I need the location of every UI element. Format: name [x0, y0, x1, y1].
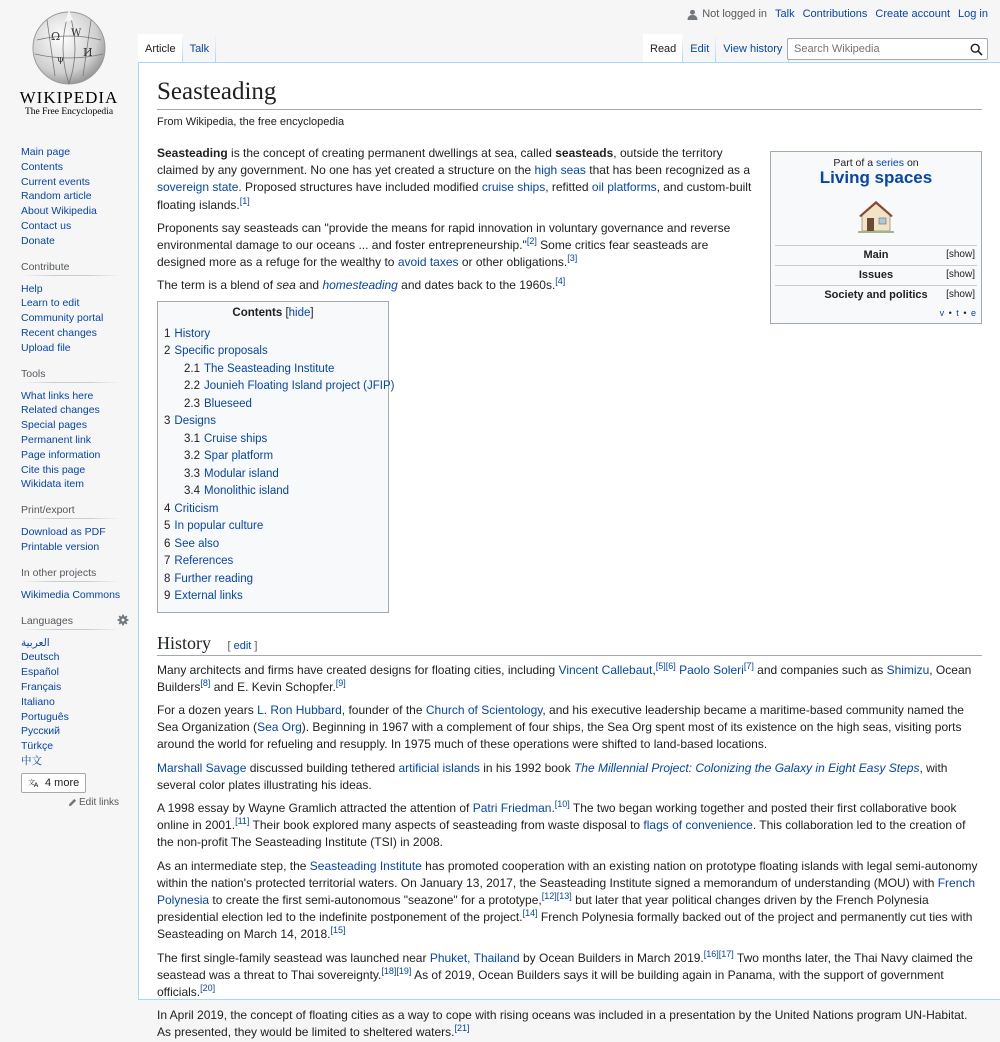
toc-item[interactable]	[164, 466, 382, 484]
pencil-icon	[68, 798, 77, 807]
toc-item[interactable]	[164, 413, 382, 431]
svg-text:W: W	[71, 28, 82, 39]
toc-item-number: 2	[164, 345, 171, 358]
sidebar-heading-contribute: Contribute	[21, 261, 121, 276]
not-logged-in	[687, 8, 767, 20]
article-link[interactable]: French Polynesia	[157, 875, 976, 908]
citation-ref[interactable]: [10]	[554, 799, 570, 810]
history-paragraph	[157, 702, 982, 754]
series-row-society	[775, 285, 977, 305]
toc-hide-toggle: [hide]	[285, 306, 314, 319]
language-item[interactable]: Русский	[21, 725, 60, 738]
wikipedia-tagline: The Free Encyclopedia	[24, 107, 114, 117]
text-run: .	[551, 801, 555, 816]
toc-item[interactable]	[164, 536, 382, 554]
text-run: As an intermediate step, the	[157, 858, 310, 873]
text-run: The term is a blend of	[157, 278, 277, 293]
text-run: , founder of the	[341, 703, 426, 718]
toc-item-label[interactable]: References	[174, 555, 234, 568]
sidebar-item-recent-changes[interactable]: Recent changes	[21, 326, 97, 339]
article-link[interactable]: flags of convenience	[643, 818, 753, 833]
edit-links-label: Edit links	[78, 796, 119, 808]
sidebar-item-main-page[interactable]: Main page	[21, 146, 71, 158]
sidebar-item-learn-to-edit[interactable]: Learn to edit	[21, 297, 80, 310]
sidebar-item-page-information[interactable]: Page information	[21, 448, 101, 461]
svg-text:Ω: Ω	[51, 30, 61, 43]
main-content	[138, 62, 1000, 1040]
toc-title	[164, 307, 382, 319]
toc-item-label[interactable]: Criticism	[174, 502, 219, 515]
toc-item[interactable]	[164, 361, 382, 379]
sidebar-heading-languages	[21, 615, 121, 630]
article-link[interactable]: high seas	[534, 163, 586, 178]
toc-item-number: 2.3	[184, 397, 200, 410]
history-paragraph	[157, 760, 982, 794]
article-link[interactable]: oil platforms	[591, 180, 657, 195]
citation-ref[interactable]: [13]	[556, 891, 572, 902]
article-link[interactable]: The Millennial Project: Colonizing the Galaxy in Eight Easy Steps	[573, 760, 920, 775]
more-languages-label: 4 more	[45, 776, 80, 789]
article-body	[157, 145, 982, 1042]
citation-ref[interactable]: [19]	[396, 965, 412, 976]
text-run: Their book explored many aspects of seasteading from waste disposal to	[249, 818, 644, 833]
history-paragraph	[157, 1007, 982, 1041]
tab-article-label: Article	[145, 43, 176, 55]
language-item[interactable]: Türkçe	[21, 740, 54, 753]
language-item[interactable]: Italiano	[21, 695, 55, 708]
text-run: has promoted cooperation with an existing nation on prototype floating islands with legal semi-autonomy within the nation's protected territorial waters. On January 13, 2017, the Seasteading Institute signed a memorandum of understanding (MOU) with	[157, 858, 978, 890]
sidebar-item-download-pdf[interactable]: Download as PDF	[21, 526, 106, 539]
not-logged-in-label: Not logged in	[702, 8, 768, 20]
toc-item-number: 3.2	[184, 450, 200, 463]
toc-title-label: Contents	[232, 306, 283, 319]
toc-item[interactable]	[164, 588, 382, 606]
sidebar-tools	[21, 368, 138, 493]
part-of-prefix: Part of	[833, 157, 865, 169]
history-paragraph	[157, 858, 982, 944]
text-run: Two months later, the Thai Navy claimed the seastead was a threat to Thai sovereignty.	[157, 950, 973, 982]
toc-item-label[interactable]: Designs	[174, 415, 216, 428]
sidebar-item-cite-this-page[interactable]: Cite this page	[21, 463, 86, 476]
tab-talk-label: Talk	[189, 43, 210, 55]
toc-item-label[interactable]: History	[174, 327, 211, 340]
text-run: In April 2019, the concept of floating cities as a way to cope with rising oceans was included in a presentation by the United Nations program UN-Habitat. As presented, they would be limited to sheltered waters.	[157, 1008, 968, 1040]
text-run: in his 1992 book	[479, 760, 574, 775]
bold-term: seasteads	[555, 146, 614, 160]
text-run: . This collaboration led to the creation of the non-profit The Seasteading Institute (TSI) in 2008.	[157, 818, 966, 850]
toc-item-label[interactable]: Further reading	[174, 572, 254, 585]
svg-text:文: 文	[28, 777, 36, 787]
series-row-issues-label: Issues	[858, 268, 894, 281]
toc-item-number: 3.3	[184, 467, 200, 480]
citation-ref[interactable]: [20]	[200, 983, 216, 994]
article-link[interactable]: Phuket, Thailand	[429, 950, 520, 965]
text-run: discussed building tethered	[246, 760, 399, 775]
article-link[interactable]: cruise ships	[481, 180, 546, 195]
sidebar-item-donate[interactable]: Donate	[21, 234, 55, 247]
language-item[interactable]: Español	[21, 666, 59, 679]
sidebar-heading-languages-label: Languages	[21, 614, 73, 627]
user-icon	[687, 9, 698, 20]
bold-term: Seasteading	[157, 146, 228, 160]
section-heading-history	[157, 633, 982, 656]
section-edit: [ edit ]	[227, 639, 258, 652]
text-run: The first single-family seastead was launched near	[157, 950, 430, 965]
text-run: , refitted	[545, 180, 592, 195]
language-item[interactable]: 中文	[21, 754, 42, 767]
text-run: As of 2019, Ocean Builders says it will be building again in Panama, with the support of government officials.	[157, 967, 944, 1000]
svg-text:ψ: ψ	[57, 55, 65, 65]
sidebar-item-upload-file[interactable]: Upload file	[21, 341, 71, 354]
toc-item[interactable]	[164, 518, 382, 536]
citation-ref[interactable]: [4]	[555, 276, 566, 287]
toc-item-label[interactable]: Blueseed	[204, 397, 252, 410]
sidebar	[0, 140, 138, 820]
article-link[interactable]: artificial islands	[398, 760, 480, 775]
language-item[interactable]: Deutsch	[21, 651, 60, 664]
sidebar-item-wikimedia-commons[interactable]: Wikimedia Commons	[21, 588, 121, 601]
sidebar-item-related-changes[interactable]: Related changes	[21, 404, 100, 417]
citation-ref[interactable]: [14]	[522, 908, 538, 919]
citation-ref[interactable]: [5]	[655, 660, 666, 671]
toc-item-label[interactable]: In popular culture	[174, 520, 264, 533]
series-row-issues	[775, 265, 977, 285]
toc-item-number: 2.1	[184, 362, 200, 375]
wikipedia-globe-icon	[27, 10, 111, 86]
series-row-issues-show[interactable]: [show]	[946, 268, 975, 280]
toc-item[interactable]	[164, 501, 382, 519]
toc-item[interactable]	[164, 571, 382, 589]
part-of-on: on	[906, 157, 919, 169]
sidebar-other-projects	[21, 567, 138, 603]
text-run: ). Beginning in 1967 with a complement of four ships, the Sea Org spent most of its existence on the high seas, visiting ports around the world for refueling and resupply. In 1975 much of these operations were shifted to land-based locations.	[157, 720, 962, 752]
tab-edit-label: Edit	[690, 43, 710, 55]
sidebar-item-random-article[interactable]: Random article	[21, 190, 92, 203]
series-row-society-show[interactable]: [show]	[946, 288, 975, 300]
citation-ref[interactable]: [1]	[239, 195, 250, 206]
more-languages-button[interactable]	[21, 773, 86, 793]
vte-links	[775, 308, 977, 318]
tab-view-history[interactable]	[716, 34, 789, 62]
toc-item-number: 2.2	[184, 380, 200, 393]
section-heading-history-label: History	[157, 632, 211, 653]
page-title: Seasteading	[157, 77, 982, 110]
text-run: A 1998 essay by Wayne Gramlich attracted the attention of	[157, 801, 473, 816]
house-icon[interactable]	[856, 198, 896, 234]
create-account-link[interactable]: Create account	[875, 8, 951, 20]
text-run: , and custom-built floating islands.	[157, 180, 752, 212]
toc-item-number: 1	[164, 327, 171, 340]
text-run: Some critics fear seasteads are designed more as a refuge for the wealthy to	[157, 238, 709, 270]
sidebar-item-help[interactable]: Help	[21, 282, 43, 295]
text-run: and E. Kevin Schopfer.	[210, 679, 336, 694]
citation-ref[interactable]: [6]	[665, 660, 676, 671]
toc-item-label[interactable]: Modular island	[204, 467, 279, 480]
series-row-main-show[interactable]: [show]	[946, 248, 975, 260]
sidebar-item-contact-us[interactable]: Contact us	[21, 219, 72, 232]
series-link[interactable]: series	[876, 157, 905, 169]
toc-item-number: 4	[164, 502, 171, 515]
sidebar-item-current-events[interactable]: Current events	[21, 175, 90, 188]
tab-view-history-label: View history	[723, 43, 783, 55]
part-of-article: a	[867, 157, 874, 169]
toc-item-number: 3.4	[184, 485, 200, 498]
toc-item-label[interactable]: Monolithic island	[204, 485, 290, 498]
article-link[interactable]: Church of Scientology	[425, 703, 543, 718]
article-link[interactable]: L. Ron Hubbard	[257, 703, 342, 718]
toc-item[interactable]	[164, 326, 382, 344]
text-run: , Ocean Builders	[157, 662, 972, 694]
sidebar-navigation	[21, 140, 138, 249]
series-sidebar	[770, 151, 982, 324]
toc-item-label[interactable]: External links	[174, 590, 243, 603]
text-run: , outside the territory claimed by any government. No one has yet created a structure on the	[157, 146, 723, 178]
personal-tools	[687, 8, 988, 20]
text-run: Many architects and firms have created designs for floating cities, including	[157, 662, 559, 677]
toc-item[interactable]	[164, 396, 382, 414]
search-box	[787, 38, 988, 60]
text-run: and dates back to the 1960s.	[397, 278, 556, 293]
italic-term: sea	[276, 278, 296, 293]
svg-text:И: И	[83, 46, 93, 59]
log-in-link[interactable]: Log in	[958, 8, 988, 20]
article-link[interactable]: Patri Friedman	[472, 801, 552, 816]
search-input[interactable]	[788, 43, 965, 55]
text-run: but later that year political changes driven by the French Polynesia presidential election led to the indefinite postponement of the project.	[157, 893, 929, 925]
sidebar-heading-print-export: Print/export	[21, 504, 121, 519]
sidebar-item-contents[interactable]: Contents	[21, 160, 64, 173]
toc-item[interactable]	[164, 431, 382, 449]
sidebar-heading-tools: Tools	[21, 368, 121, 383]
text-run: French Polynesia formally backed out of the project and permanently cut ties with Seasteading on March 14, 2018.	[157, 910, 973, 942]
text-run: to create the first semi-autonomous "seazone" for a prototype,	[209, 893, 542, 908]
text-run: Proponents say seasteads can "provide the means for rapid innovation in voluntary governance and reverse environmental damage to our oceans ... and foster entrepreneurship."	[157, 220, 731, 253]
toc-item[interactable]	[164, 483, 382, 501]
article-link[interactable]: homesteading	[322, 278, 398, 293]
vte-dot: •	[963, 307, 968, 318]
language-item[interactable]: Français	[21, 680, 62, 693]
site-subtitle: From Wikipedia, the free encyclopedia	[157, 116, 345, 128]
talk-link[interactable]: Talk	[775, 8, 795, 20]
sidebar-item-what-links-here[interactable]: What links here	[21, 389, 94, 402]
sidebar-heading-other-projects: In other projects	[21, 567, 121, 582]
citation-ref[interactable]: [18]	[381, 965, 397, 976]
article-link[interactable]: Seasteading Institute	[309, 858, 422, 873]
text-run: The two began working together and posted their first collaborative book online in 2001.	[157, 801, 957, 833]
citation-ref[interactable]: [9]	[335, 677, 346, 688]
toc-item[interactable]	[164, 378, 395, 396]
view-template-link[interactable]: v	[939, 307, 946, 318]
toc-item-number: 7	[164, 555, 171, 568]
language-item[interactable]: Português	[21, 710, 69, 723]
search-icon	[970, 43, 983, 56]
article-link[interactable]: Sea Org	[257, 720, 302, 735]
tab-read-label: Read	[650, 43, 677, 55]
text-run: that has been recognized as a	[585, 163, 751, 178]
sidebar-item-wikidata-item[interactable]: Wikidata item	[21, 478, 85, 491]
toc-item-label[interactable]: Spar platform	[204, 450, 274, 463]
language-item[interactable]: العربية	[21, 636, 50, 649]
citation-ref[interactable]: [16]	[703, 948, 719, 959]
text-run: by Ocean Builders in March 2019.	[519, 950, 704, 965]
toc-item-number: 3	[164, 415, 171, 428]
wikipedia-logo[interactable]	[0, 0, 138, 128]
sidebar-item-community-portal[interactable]: Community portal	[21, 312, 104, 325]
text-run: is the concept of creating permanent dwellings at sea, called	[227, 146, 556, 160]
citation-ref[interactable]: [15]	[330, 925, 346, 936]
tab-article[interactable]	[138, 34, 183, 62]
toc-item-label[interactable]: Jounieh Floating Island project (JFIP)	[204, 380, 395, 393]
series-row-main	[775, 245, 977, 265]
series-title[interactable]: Living spaces	[819, 168, 933, 187]
edit-template-link[interactable]: e	[970, 307, 977, 318]
series-row-society-label: Society and politics	[824, 288, 928, 301]
text-run: , and his executive leadership became a maritime-based community named the Sea Organization (	[157, 703, 964, 735]
tab-talk[interactable]	[183, 34, 217, 62]
edit-links[interactable]	[21, 797, 119, 808]
toc-hide-link[interactable]: hide	[288, 306, 311, 319]
contributions-link[interactable]: Contributions	[802, 8, 868, 20]
sidebar-item-about-wikipedia[interactable]: About Wikipedia	[21, 205, 97, 218]
sidebar-item-printable-version[interactable]: Printable version	[21, 540, 100, 553]
citation-ref[interactable]: [3]	[567, 253, 578, 264]
talk-template-link[interactable]: t	[956, 307, 960, 318]
toc-item-number: 6	[164, 537, 171, 550]
svg-text:A: A	[33, 781, 39, 790]
text-run: . Proposed structures have included modified	[238, 180, 482, 195]
article-link[interactable]: Vincent Callebaut	[558, 662, 653, 677]
article-link[interactable]: sovereign state	[157, 180, 239, 195]
toc-item[interactable]	[164, 343, 382, 361]
tab-edit[interactable]	[683, 34, 716, 62]
text-run: and companies such as	[753, 662, 887, 677]
article-link[interactable]: Shimizu	[886, 662, 930, 677]
sidebar-item-permanent-link[interactable]: Permanent link	[21, 433, 92, 446]
toc-item-label[interactable]: Cruise ships	[204, 432, 268, 445]
sidebar-print-export	[21, 504, 138, 555]
translate-icon	[28, 777, 41, 788]
toc-item-label[interactable]: The Seasteading Institute	[204, 362, 335, 375]
toc-item-number: 9	[164, 590, 171, 603]
toc-item-label[interactable]: See also	[174, 537, 220, 550]
history-paragraph	[157, 662, 982, 696]
toc-item-number: 5	[164, 520, 171, 533]
toc-item-number: 8	[164, 572, 171, 585]
toc-item[interactable]	[164, 448, 382, 466]
toc-item[interactable]	[164, 553, 382, 571]
text-run: For a dozen years	[157, 703, 258, 718]
gear-icon[interactable]	[117, 614, 129, 626]
citation-ref[interactable]: [21]	[454, 1023, 470, 1034]
wikipedia-wordmark: WIKIPEDIA	[19, 88, 119, 107]
citation-ref[interactable]: [12]	[541, 891, 557, 902]
citation-ref[interactable]: [8]	[200, 677, 211, 688]
article-link[interactable]: Marshall Savage	[157, 760, 247, 775]
text-run: or other obligations.	[458, 255, 568, 270]
citation-ref[interactable]: [17]	[718, 948, 734, 959]
sidebar-item-special-pages[interactable]: Special pages	[21, 419, 87, 432]
citation-ref[interactable]: [7]	[743, 660, 754, 671]
article-link[interactable]: Paolo Soleri	[679, 662, 744, 677]
section-edit-link[interactable]: edit	[233, 639, 252, 652]
tab-read[interactable]	[643, 34, 683, 62]
text-run: and	[295, 278, 323, 293]
view-tabs	[643, 34, 789, 62]
namespace-tabs	[138, 34, 216, 62]
citation-ref[interactable]: [11]	[235, 816, 250, 827]
citation-ref[interactable]: [2]	[526, 236, 537, 247]
article-link[interactable]: avoid taxes	[397, 255, 459, 270]
toc-list	[164, 326, 395, 606]
series-row-main-label: Main	[863, 248, 889, 261]
toc-item-label[interactable]: Specific proposals	[174, 345, 268, 358]
text-run: , with several color plates illustrating his ideas.	[157, 760, 948, 792]
vte-dot: •	[948, 307, 953, 318]
search-button[interactable]	[965, 39, 987, 59]
sidebar-contribute	[21, 261, 138, 356]
history-paragraph	[157, 800, 982, 852]
text-run: ,	[652, 662, 656, 677]
sidebar-languages	[21, 615, 138, 808]
toc-item-number: 3.1	[184, 432, 200, 445]
table-of-contents	[157, 301, 395, 613]
history-paragraph	[157, 950, 982, 1002]
